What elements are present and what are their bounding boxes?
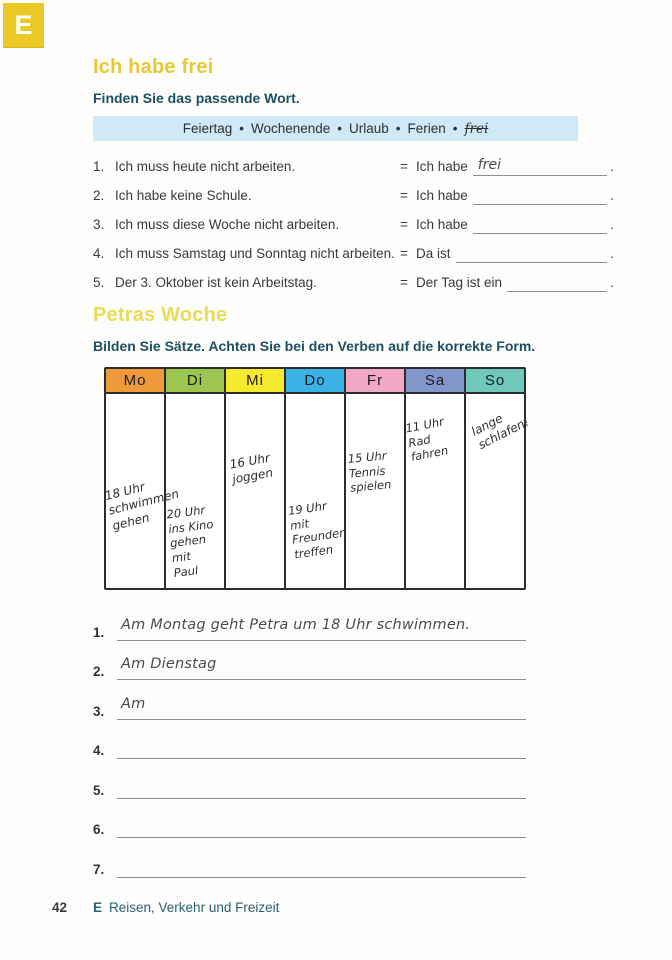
handwritten-entry: 11 Uhr Rad fahren: [404, 414, 450, 465]
item-prompt: Ich muss diese Woche nicht arbeiten.: [115, 217, 340, 232]
answer-row: [93, 641, 526, 681]
section-title: Petras Woche: [93, 304, 228, 326]
word-bank-word: Wochenende: [250, 121, 331, 136]
page-number: 42: [52, 900, 68, 915]
item-prompt: Ich habe keine Schule.: [115, 188, 252, 203]
answer-row: [93, 680, 526, 720]
answer-prefix: Ich habe: [416, 217, 468, 232]
day-cell-fr: [346, 394, 406, 588]
day-cell-sa: [406, 394, 466, 588]
answer-line: [117, 617, 526, 641]
exercise-item: [93, 239, 614, 268]
day-header-do: [286, 369, 346, 392]
answer-blank: [473, 157, 607, 176]
day-header-mo: [106, 369, 166, 392]
sentence-period: .: [610, 159, 614, 174]
item-prompt: Ich muss heute nicht arbeiten.: [115, 159, 296, 174]
exercise-item: [93, 181, 614, 210]
equals-sign: =: [400, 275, 408, 290]
sentence-period: .: [610, 275, 614, 290]
day-header-so: [466, 369, 524, 392]
day-label: So: [484, 372, 506, 389]
item-number: 3.: [93, 217, 105, 232]
handwritten-entry: 16 Uhr joggen: [228, 450, 275, 487]
day-header-mi: [226, 369, 286, 392]
word-bank-word: Ferien: [407, 121, 446, 136]
handwritten-answer: frei: [477, 157, 501, 173]
item-number: 1.: [93, 159, 105, 174]
answer-blank: [473, 215, 607, 234]
exercise-item: [93, 152, 614, 181]
word-bank-struck-word: frei: [464, 120, 489, 137]
day-label: Fr: [366, 372, 384, 389]
answer-blank: [456, 244, 608, 263]
handwritten-sentence: Am Montag geht Petra um 18 Uhr schwimmen.: [121, 616, 471, 633]
answer-number: 6.: [93, 822, 105, 837]
sentence-period: .: [610, 217, 614, 232]
answer-prefix: Da ist: [416, 246, 451, 261]
unit-tab: [3, 3, 44, 47]
section-instruction: Bilden Sie Sätze. Achten Sie bei den Verben auf die korrekte Form.: [93, 338, 536, 354]
handwritten-entry: 15 Uhr Tennis spielen: [347, 448, 392, 496]
answer-line: [117, 735, 526, 759]
unit-tab-letter: E: [14, 9, 33, 40]
day-label: Mo: [123, 372, 147, 389]
answer-number: 4.: [93, 743, 105, 758]
answer-row: [93, 720, 526, 760]
equals-sign: =: [400, 159, 408, 174]
section-instruction: Finden Sie das passende Wort.: [93, 90, 300, 106]
answer-prefix: Ich habe: [416, 159, 468, 174]
answer-row: [93, 799, 526, 839]
item-number: 2.: [93, 188, 105, 203]
handwritten-sentence: Am: [121, 695, 146, 712]
section-title: Ich habe frei: [93, 56, 214, 78]
word-bank-separator: •: [452, 121, 458, 136]
day-cell-mo: [103, 394, 181, 588]
day-header-fr: [346, 369, 406, 392]
word-bank-separator: •: [395, 121, 401, 136]
word-bank: [93, 116, 578, 141]
answer-row: [93, 838, 526, 878]
answer-number: 1.: [93, 624, 105, 640]
answer-number: 5.: [93, 782, 105, 798]
item-prompt: Ich muss Samstag und Sonntag nicht arbeiten.: [115, 246, 395, 261]
answer-line: [117, 814, 526, 838]
day-cell-do: [286, 394, 346, 588]
answer-line: [117, 696, 526, 720]
handwritten-entry: lange schlafen!: [469, 411, 532, 453]
answer-number: 3.: [93, 703, 105, 719]
day-label: Sa: [424, 372, 446, 389]
answer-row: [93, 759, 526, 799]
chapter-title: Reisen, Verkehr und Freizeit: [109, 900, 280, 915]
equals-sign: =: [400, 188, 408, 203]
day-header-sa: [406, 369, 466, 392]
day-cell-so: [466, 394, 532, 588]
item-number: 4.: [93, 246, 105, 261]
answer-blank: [507, 273, 607, 292]
answer-number: 7.: [93, 861, 105, 877]
calendar-body-row: [103, 394, 532, 588]
word-bank-word: Urlaub: [349, 121, 389, 136]
sentence-period: .: [610, 246, 614, 261]
day-cell-mi: [226, 394, 286, 588]
handwritten-entry: 18 Uhr schwimmen gehen: [103, 479, 181, 533]
section-ich-habe-frei: [93, 56, 614, 297]
word-bank-separator: •: [239, 121, 244, 136]
answer-line: [117, 775, 526, 799]
answer-row: [93, 601, 526, 641]
item-prompt: Der 3. Oktober ist kein Arbeitstag.: [115, 275, 317, 290]
answer-lines: [93, 601, 526, 878]
item-number: 5.: [93, 275, 105, 290]
exercise-item: [93, 268, 614, 297]
answer-number: 2.: [93, 664, 105, 679]
section-petras-woche: [93, 304, 614, 590]
day-label: Di: [186, 372, 204, 389]
answer-blank: [473, 186, 607, 205]
chapter-letter: E: [93, 900, 103, 915]
day-label: Do: [304, 372, 326, 389]
equals-sign: =: [400, 217, 408, 232]
answer-prefix: Der Tag ist ein: [416, 275, 503, 290]
day-label: Mi: [246, 372, 264, 389]
handwritten-entry: 20 Uhr ins Kino gehen mit Paul: [165, 502, 215, 580]
answer-prefix: Ich habe: [416, 188, 468, 203]
day-cell-di: [166, 394, 226, 588]
handwritten-entry: 19 Uhr mit Freunden treffen: [287, 498, 348, 562]
answer-line: [117, 656, 526, 680]
day-header-di: [166, 369, 226, 392]
weekly-calendar: [103, 367, 532, 590]
equals-sign: =: [400, 246, 408, 261]
chapter-reference: [93, 900, 279, 915]
sentence-period: .: [610, 188, 614, 203]
calendar-header-row: [106, 369, 524, 394]
word-bank-word: Feiertag: [182, 121, 233, 136]
answer-line: [117, 854, 526, 878]
word-bank-separator: •: [337, 121, 343, 136]
handwritten-sentence: Am Dienstag: [121, 656, 217, 672]
page-footer: [0, 900, 672, 920]
exercise-item: [93, 210, 614, 239]
